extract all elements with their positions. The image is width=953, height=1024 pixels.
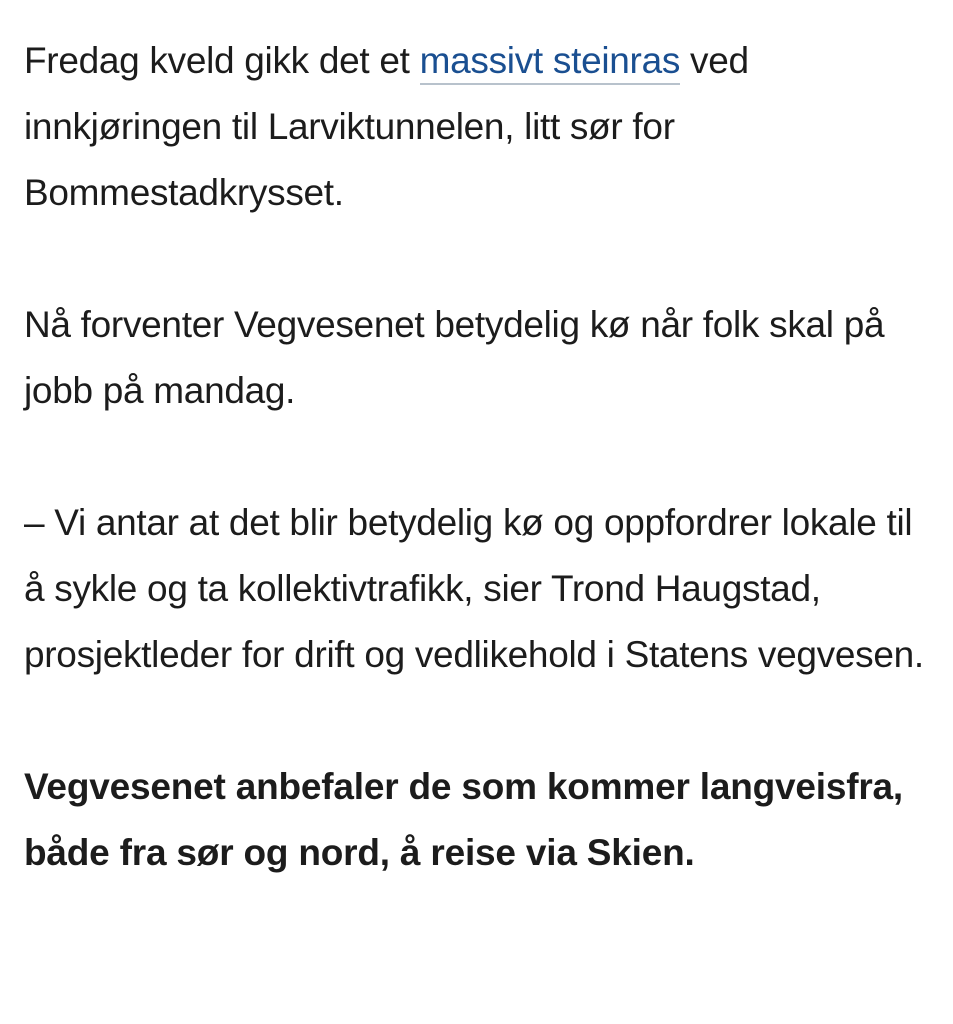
paragraph-rockslide xyxy=(24,28,929,226)
paragraph-recommendation: Vegvesenet anbefaler de som kommer langveisfra, både fra sør og nord, å reise via Skien. xyxy=(24,766,903,873)
paragraph-queue-expectation: Nå forventer Vegvesenet betydelig kø når folk skal på jobb på mandag. xyxy=(24,304,885,411)
rockslide-link[interactable]: massivt steinras xyxy=(420,40,680,85)
paragraph-quote: – Vi antar at det blir betydelig kø og oppfordrer lokale til å sykle og ta kollektivtrafikk, sier Trond Haugstad, prosjektleder for drift og vedlikehold i Statens vegvesen. xyxy=(24,502,924,675)
paragraph-text-after-link: ved innkjøringen til Larviktunnelen, litt sør for Bommestadkrysset. xyxy=(24,40,749,213)
paragraph-text-before-link: Fredag kveld gikk det et xyxy=(24,40,420,81)
